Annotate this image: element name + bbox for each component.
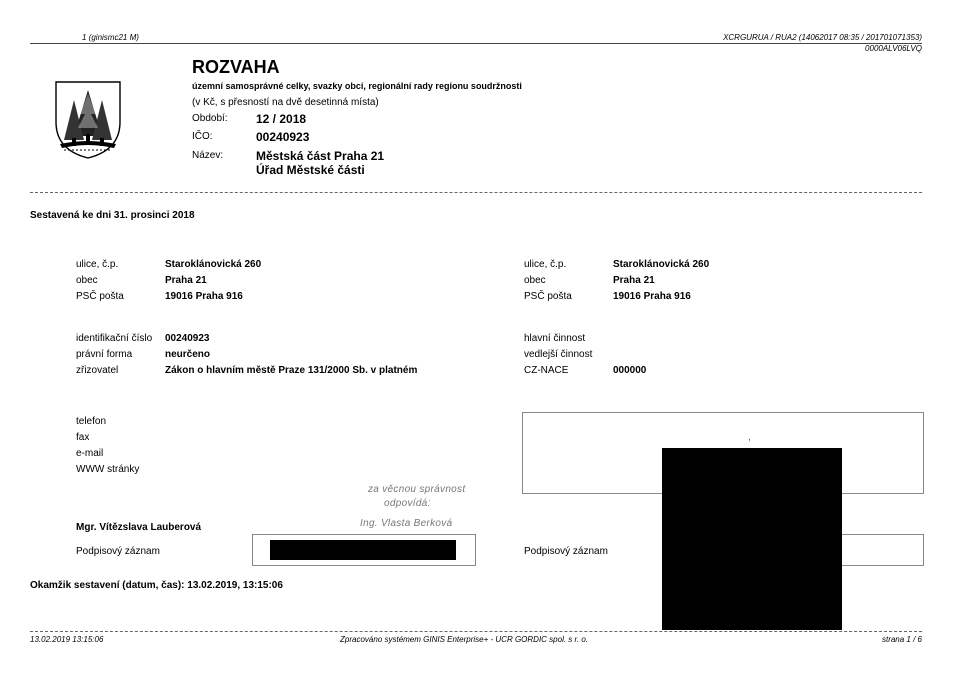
id-number-label: identifikační číslo <box>76 333 153 344</box>
redacted-signature-left <box>270 540 456 560</box>
compilation-timestamp: Okamžik sestavení (datum, čas): 13.02.2019, 13:15:06 <box>30 580 283 591</box>
stray-mark: , <box>748 432 751 443</box>
right-street-label: ulice, č.p. <box>524 259 567 270</box>
right-street-value: Staroklánovická 260 <box>613 259 710 270</box>
footer-page-number: strana 1 / 6 <box>881 635 922 644</box>
period-value: 12 / 2018 <box>256 112 307 126</box>
header-right-code: XCRGURUA / RUA2 (14062017 08:35 / 201701071353) <box>723 33 922 42</box>
www-label: WWW stránky <box>76 464 140 475</box>
name-label: Název: <box>192 150 224 161</box>
footer-datetime: 13.02.2019 13:15:06 <box>30 635 104 644</box>
approval-stamp-line-3: Ing. Vlasta Berková <box>360 518 453 529</box>
left-zip-label: PSČ pošta <box>76 291 124 302</box>
period-label: Období: <box>192 113 228 124</box>
phone-label: telefon <box>76 416 107 427</box>
approval-stamp-line-1: za věcnou správnost <box>368 484 466 495</box>
left-zip-value: 19016 Praha 916 <box>165 291 243 302</box>
responsible-person-name: Mgr. Vítězslava Lauberová <box>76 522 202 533</box>
name-value-line-2: Úřad Městské části <box>256 163 365 177</box>
coat-of-arms-emblem <box>52 78 124 160</box>
right-signature-label: Podpisový záznam <box>524 546 608 557</box>
left-city-value: Praha 21 <box>165 275 207 286</box>
header-left-code: 1 (ginismc21 M) <box>82 33 139 42</box>
right-signature-box <box>842 534 924 566</box>
approval-stamp-line-2: odpovídá: <box>384 498 431 509</box>
ico-value: 00240923 <box>256 130 310 144</box>
redacted-signature-right <box>662 448 842 630</box>
left-street-value: Staroklánovická 260 <box>165 259 262 270</box>
report-subtitle: územní samosprávné celky, svazky obcí, regionální rady regionu soudržnosti <box>192 81 522 91</box>
legal-form-label: právní forma <box>76 349 133 360</box>
title-divider <box>30 192 922 193</box>
founder-value: Zákon o hlavním městě Praze 131/2000 Sb. v platném <box>165 365 418 376</box>
right-city-label: obec <box>524 275 546 286</box>
header-right-code-2: 0000ALV06LVQ <box>865 44 922 53</box>
header-rule <box>30 43 922 44</box>
footer-rule <box>30 631 922 632</box>
nace-label: CZ-NACE <box>524 365 569 376</box>
name-value-line-1: Městská část Praha 21 <box>256 149 385 163</box>
founder-label: zřizovatel <box>76 365 119 376</box>
footer-system-note: Zpracováno systémem GINIS Enterprise+ - UCR GORDIC spol. s r. o. <box>340 635 588 644</box>
fax-label: fax <box>76 432 90 443</box>
main-activity-label: hlavní činnost <box>524 333 586 344</box>
right-zip-label: PSČ pošta <box>524 291 572 302</box>
right-city-value: Praha 21 <box>613 275 655 286</box>
left-signature-label: Podpisový záznam <box>76 546 160 557</box>
legal-form-value: neurčeno <box>165 349 211 360</box>
page-title: ROZVAHA <box>192 57 280 77</box>
secondary-activity-label: vedlejší činnost <box>524 349 593 360</box>
right-zip-value: 19016 Praha 916 <box>613 291 691 302</box>
left-street-label: ulice, č.p. <box>76 259 119 270</box>
units-note: (v Kč, s přesností na dvě desetinná místa) <box>192 97 379 108</box>
left-city-label: obec <box>76 275 98 286</box>
ico-label: IČO: <box>192 131 213 142</box>
email-label: e-mail <box>76 448 104 459</box>
compiled-to-date: Sestavená ke dni 31. prosinci 2018 <box>30 210 195 221</box>
nace-value: 000000 <box>613 365 647 376</box>
id-number-value: 00240923 <box>165 333 210 344</box>
